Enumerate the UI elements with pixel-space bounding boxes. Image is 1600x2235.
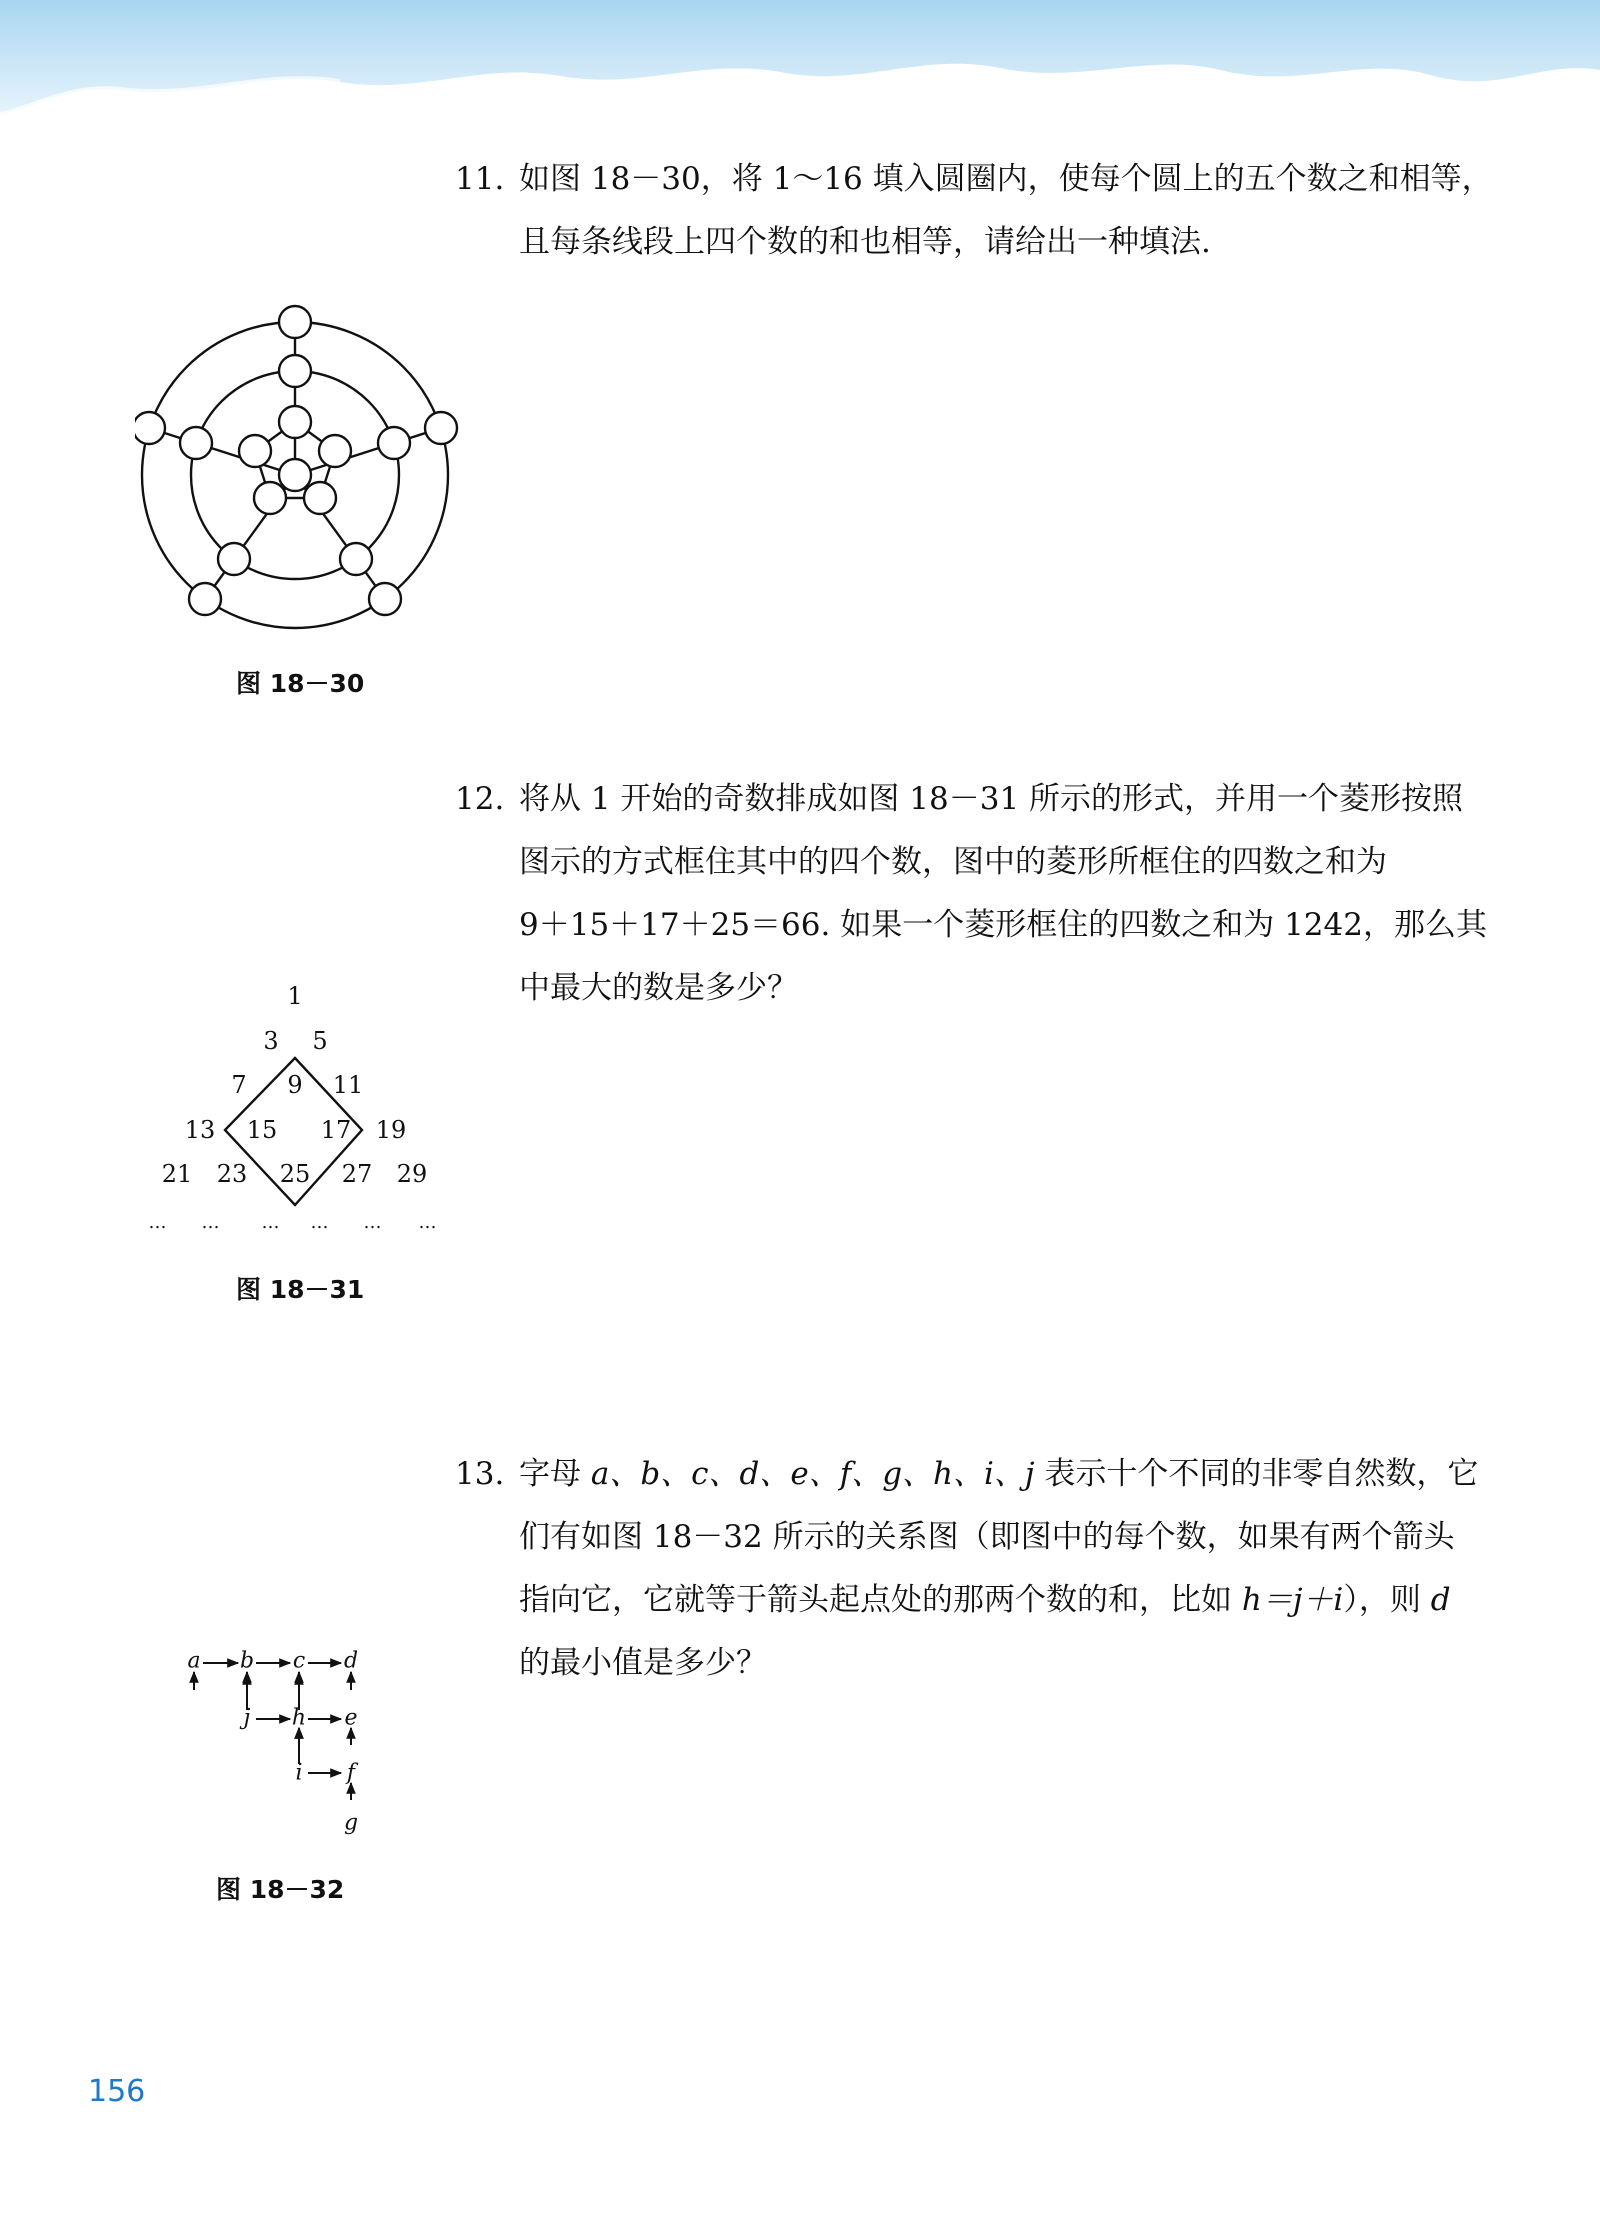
node-g: g — [343, 1810, 359, 1836]
equation: h＝j＋i — [1241, 1582, 1344, 1618]
problem-11 — [455, 148, 1493, 274]
problem-number: 12. — [455, 781, 505, 817]
page-number: 156 — [88, 2074, 146, 2109]
node-e: e — [344, 1705, 358, 1731]
rhombus-frame — [140, 975, 460, 1245]
problem-text-line: 将从 1 开始的奇数排成如图 18－31 所示的形式，并用一个菱形按照 — [519, 781, 1464, 817]
grid-number: 9 — [287, 1071, 303, 1099]
grid-number: 19 — [375, 1116, 407, 1144]
ellipsis: … — [261, 1212, 281, 1233]
ellipsis: … — [148, 1212, 168, 1233]
node-b: b — [239, 1648, 255, 1674]
problem-number: 11. — [455, 161, 505, 197]
grid-number: 5 — [312, 1027, 328, 1055]
variable-list: a、b、c、d、e、f、g、h、i、j — [590, 1456, 1035, 1492]
problem-12 — [455, 768, 1487, 1020]
figure-caption: 图 18－31 — [236, 1275, 365, 1304]
figure-18-32-arrow-graph — [170, 1640, 380, 1840]
ellipsis: … — [201, 1212, 221, 1233]
ellipsis: … — [310, 1212, 330, 1233]
node-d: d — [343, 1648, 359, 1674]
node-f: f — [346, 1760, 356, 1786]
problem-text-line: 的最小值是多少？ — [519, 1645, 767, 1681]
node-h: h — [291, 1705, 307, 1731]
grid-number: 25 — [279, 1160, 311, 1188]
header-banner — [0, 0, 1600, 130]
node-a: a — [187, 1648, 201, 1674]
grid-number: 23 — [216, 1160, 248, 1188]
grid-number: 13 — [184, 1116, 216, 1144]
grid-number: 29 — [396, 1160, 428, 1188]
problem-text-line: 9＋15＋17＋25＝66. 如果一个菱形框住的四数之和为 1242，那么其 — [519, 907, 1487, 943]
grid-number: 11 — [332, 1071, 364, 1099]
node-i: i — [295, 1760, 303, 1786]
node-c: c — [292, 1648, 306, 1674]
grid-number: 21 — [161, 1160, 193, 1188]
figure-caption: 图 18－30 — [236, 669, 365, 698]
node-j: j — [243, 1705, 251, 1731]
problem-number: 13. — [455, 1456, 505, 1492]
ellipsis: … — [363, 1212, 383, 1233]
grid-number: 7 — [231, 1071, 247, 1099]
ellipsis: … — [418, 1212, 438, 1233]
variable-d: d — [1430, 1582, 1451, 1618]
grid-number: 27 — [341, 1160, 373, 1188]
problem-text-line: 图示的方式框住其中的四个数，图中的菱形所框住的四数之和为 — [519, 844, 1387, 880]
figure-18-31-odd-triangle — [140, 975, 460, 1245]
figure-caption: 图 18－32 — [216, 1875, 345, 1904]
problem-text-line: 们有如图 18－32 所示的关系图（即图中的每个数，如果有两个箭头 — [519, 1519, 1455, 1555]
grid-number: 15 — [246, 1116, 278, 1144]
problem-text-line: 指向它，它就等于箭头起点处的那两个数的和，比如 h＝j＋i），则 d — [519, 1582, 1451, 1618]
problem-text-line: 中最大的数是多少？ — [519, 970, 798, 1006]
problem-text-line: 字母 a、b、c、d、e、f、g、h、i、j 表示十个不同的非零自然数，它 — [519, 1456, 1479, 1492]
grid-number: 1 — [287, 982, 303, 1010]
figure-18-30-circles — [135, 295, 460, 640]
problem-13 — [455, 1443, 1479, 1695]
problem-text-line: 且每条线段上四个数的和也相等，请给出一种填法. — [519, 224, 1211, 260]
problem-text-line: 如图 18－30，将 1～16 填入圆圈内，使每个圆上的五个数之和相等， — [519, 161, 1493, 197]
grid-number: 17 — [320, 1116, 352, 1144]
grid-number: 3 — [263, 1027, 279, 1055]
